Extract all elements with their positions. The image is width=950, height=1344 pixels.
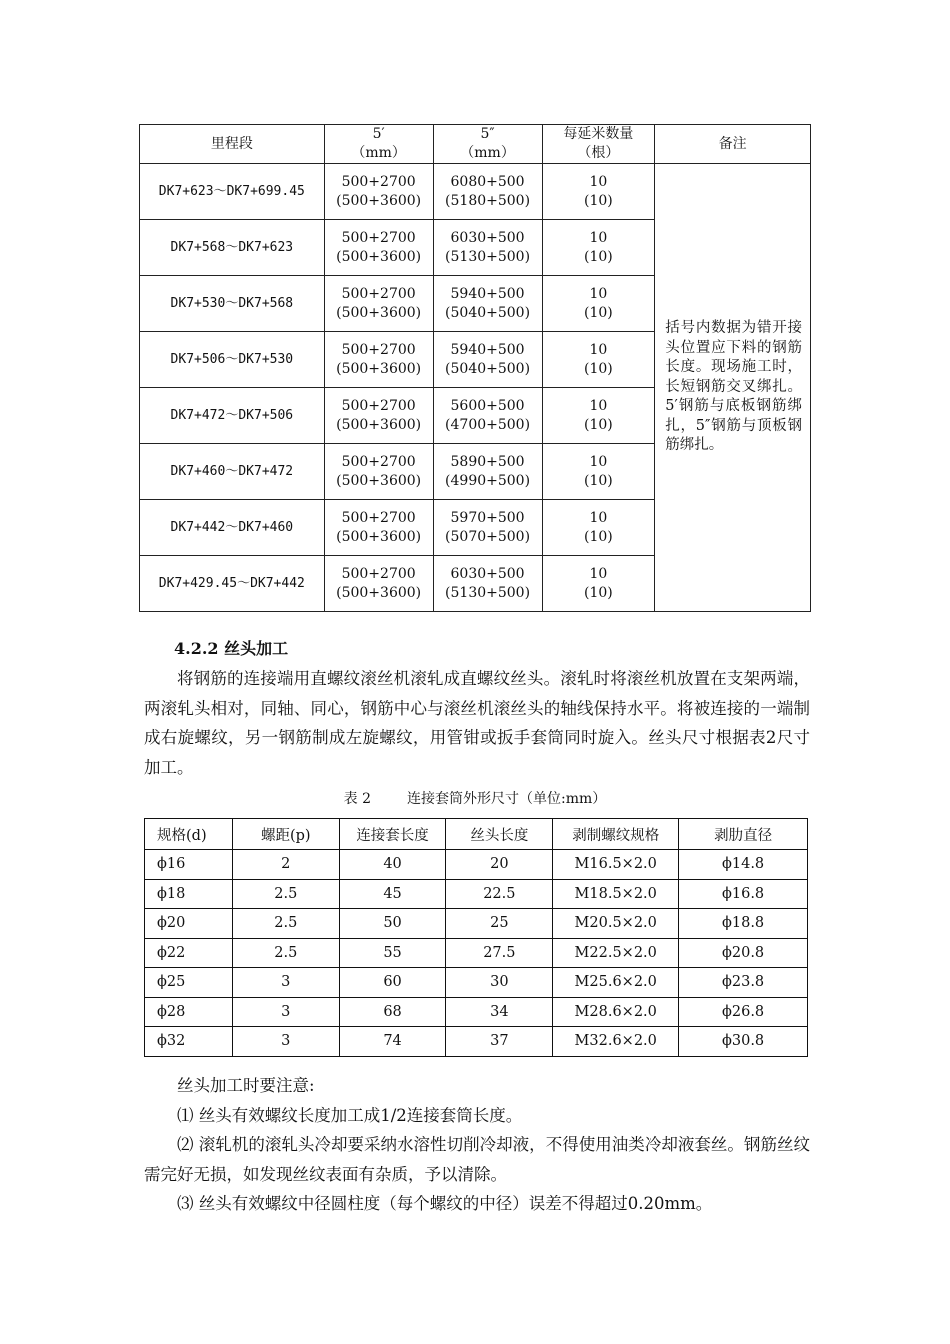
header-5doubleprime: 5″ （mm） xyxy=(433,125,542,164)
header-5prime: 5′ （mm） xyxy=(324,125,433,164)
note-item: ⑶ 丝头有效螺纹中径圆柱度（每个螺纹的中径）误差不得超过0.20mm。 xyxy=(177,1194,713,1213)
header-segment: 里程段 xyxy=(140,125,325,164)
table-row: DK7+472～DK7+506 500+2700 (500+3600) 5600+500 (4700+500) 10 (10) xyxy=(140,388,811,444)
note-item: ⑴ 丝头有效螺纹长度加工成1/2连接套筒长度。 xyxy=(177,1105,523,1125)
note-item: ⑵ 滚轧机的滚轧头冷却要采纳水溶性切削冷却液，不得使用油类冷却液套丝。钢筋丝纹需完好无损，如发现丝纹表面有杂质，予以清除。 xyxy=(144,1135,810,1184)
table-row: ϕ32 3 74 37 M32.6×2.0 ϕ30.8 xyxy=(145,1027,808,1057)
table-row: ϕ28 3 68 34 M28.6×2.0 ϕ26.8 xyxy=(145,997,808,1027)
table-header-row: 规格(d) 螺距(p) 连接套长度 丝头长度 剥制螺纹规格 剥肋直径 xyxy=(145,819,808,850)
header-remarks: 备注 xyxy=(655,125,811,164)
table-row: ϕ22 2.5 55 27.5 M22.5×2.0 ϕ20.8 xyxy=(145,938,808,968)
body-paragraph: 将钢筋的连接端用直螺纹滚丝机滚轧成直螺纹丝头。滚轧时将滚丝机放置在支架两端，两滚轧头相对，同轴、同心，钢筋中心与滚丝机滚丝头的轴线保持水平。将被连接的一端制成右旋螺纹，另一钢筋制成左旋螺纹，用管钳或扳手套筒同时旋入。丝头尺寸根据表2尺寸加工。 xyxy=(144,669,810,777)
table-row: ϕ20 2.5 50 25 M20.5×2.0 ϕ18.8 xyxy=(145,909,808,939)
table-row: DK7+429.45～DK7+442 500+2700 (500+3600) 6030+500 (5130+500) 10 (10) xyxy=(140,556,811,612)
table-row: ϕ18 2.5 45 22.5 M18.5×2.0 ϕ16.8 xyxy=(145,879,808,909)
notes-intro: 丝头加工时要注意: xyxy=(177,1076,315,1095)
table-row: ϕ16 2 40 20 M16.5×2.0 ϕ14.8 xyxy=(145,850,808,880)
processing-notes xyxy=(144,1071,810,1219)
header-quantity: 每延米数量 （根） xyxy=(542,125,655,164)
table-row: DK7+442～DK7+460 500+2700 (500+3600) 5970+500 (5070+500) 10 (10) xyxy=(140,500,811,556)
table-row: ϕ25 3 60 30 M25.6×2.0 ϕ23.8 xyxy=(145,968,808,998)
table-row: DK7+623～DK7+699.45 500+2700 (500+3600) 6080+500 (5180+500) 10 (10) 括号内数据为错开接头位置应下料的钢筋长度。现场施工时，长短钢筋交叉绑扎。5′钢筋与底板钢筋绑扎，5″钢筋与顶板钢筋绑扎。 xyxy=(140,164,811,220)
table-row: DK7+506～DK7+530 500+2700 (500+3600) 5940+500 (5040+500) 10 (10) xyxy=(140,332,811,388)
remarks-note: 括号内数据为错开接头位置应下料的钢筋长度。现场施工时，长短钢筋交叉绑扎。5′钢筋与底板钢筋绑扎，5″钢筋与顶板钢筋绑扎。 xyxy=(655,164,811,612)
sleeve-dimension-table xyxy=(144,818,808,1057)
table2-caption: 表 2 连接套筒外形尺寸（单位:mm） xyxy=(343,791,607,807)
section-heading: 4.2.2 丝头加工 xyxy=(174,639,289,658)
table-row: DK7+460～DK7+472 500+2700 (500+3600) 5890+500 (4990+500) 10 (10) xyxy=(140,444,811,500)
table-row: DK7+568～DK7+623 500+2700 (500+3600) 6030+500 (5130+500) 10 (10) xyxy=(140,220,811,276)
table-header-row xyxy=(140,125,811,164)
table-row: DK7+530～DK7+568 500+2700 (500+3600) 5940+500 (5040+500) 10 (10) xyxy=(140,276,811,332)
rebar-length-table xyxy=(139,124,811,612)
